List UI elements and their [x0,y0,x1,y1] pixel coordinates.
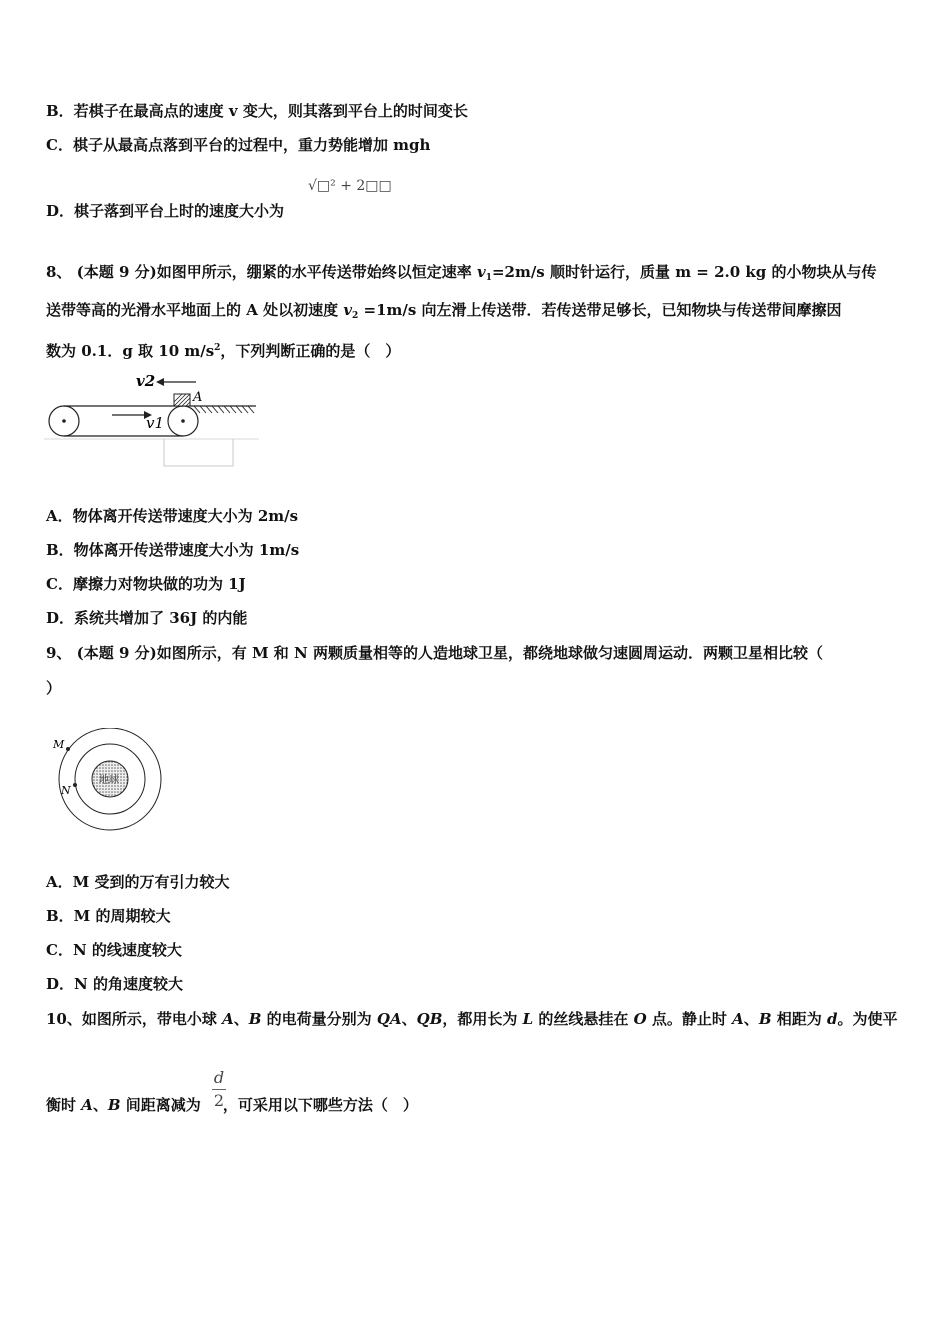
q8-option-a: A．物体离开传送带速度大小为 2m/s [46,507,299,525]
conveyor-diagram [44,368,264,468]
q8-option-b: B．物体离开传送带速度大小为 1m/s [46,541,300,559]
q10-fraction [208,1069,230,1110]
orbit-label-m: M [53,738,65,751]
q10-stem-line1: 10、如图所示，带电小球 A、B 的电荷量分别为 QA、QB，都用长为 L 的丝线悬挂在 O 点。静止时 A、B 相距为 d。为使平 [46,1010,898,1028]
q8-stem-line1: 8、 (本题 9 分)如图甲所示，绷紧的水平传送带始终以恒定速率 $v_1=2m/s$ 顺时针运行，质量 m = 2.0 kg 的小物块从与传 [46,263,877,283]
q9-option-b: B．M 的周期较大 [46,907,171,925]
q9-option-c: C．N 的线速度较大 [46,941,182,959]
q8-stem-line3: 数为 0.1．g 取 10 $m/s^2$，下列判断正确的是（ ） [46,342,401,360]
q8-option-c: C．摩擦力对物块做的功为 1J [46,575,246,593]
q7-option-d-formula: √□² + 2□□ [308,178,392,194]
q10-fraction-denominator: 2 [213,1091,225,1110]
q7-option-d: D．棋子落到平台上时的速度大小为 [46,202,285,220]
conveyor-label-v1: v1 [146,414,165,432]
q9-option-d: D．N 的角速度较大 [46,975,183,993]
orbit-label-earth: 地球 [99,775,119,786]
q10-stem-line2: 衡时 A、B 间距离减为 ，可采用以下哪些方法（ ） [46,1096,418,1114]
q8-option-d: D．系统共增加了 36J 的内能 [46,609,248,627]
q7-option-c: C．棋子从最高点落到平台的过程中，重力势能增加 mgh [46,136,431,154]
conveyor-label-v2: v2 [136,372,156,390]
q9-stem-line2: ） [46,679,62,697]
orbit-label-n: N [61,784,71,797]
q9-option-a: A．M 受到的万有引力较大 [46,873,230,891]
q8-stem-line2: 送带等高的光滑水平地面上的 A 处以初速度 $v_2 =1m/s$ 向左滑上传送带．若传送带足够长，已知物块与传送带间摩擦因 [46,301,842,321]
q10-fraction-numerator: d [213,1068,225,1087]
q9-stem-line1: 9、 (本题 9 分)如图所示，有 M 和 N 两颗质量相等的人造地球卫星，都绕地球做匀速圆周运动．两颗卫星相比较（ [46,644,823,662]
orbit-diagram [48,728,178,838]
q7-option-b: B．若棋子在最高点的速度 v 变大，则其落到平台上的时间变长 [46,102,468,120]
conveyor-label-a: A [193,390,203,405]
